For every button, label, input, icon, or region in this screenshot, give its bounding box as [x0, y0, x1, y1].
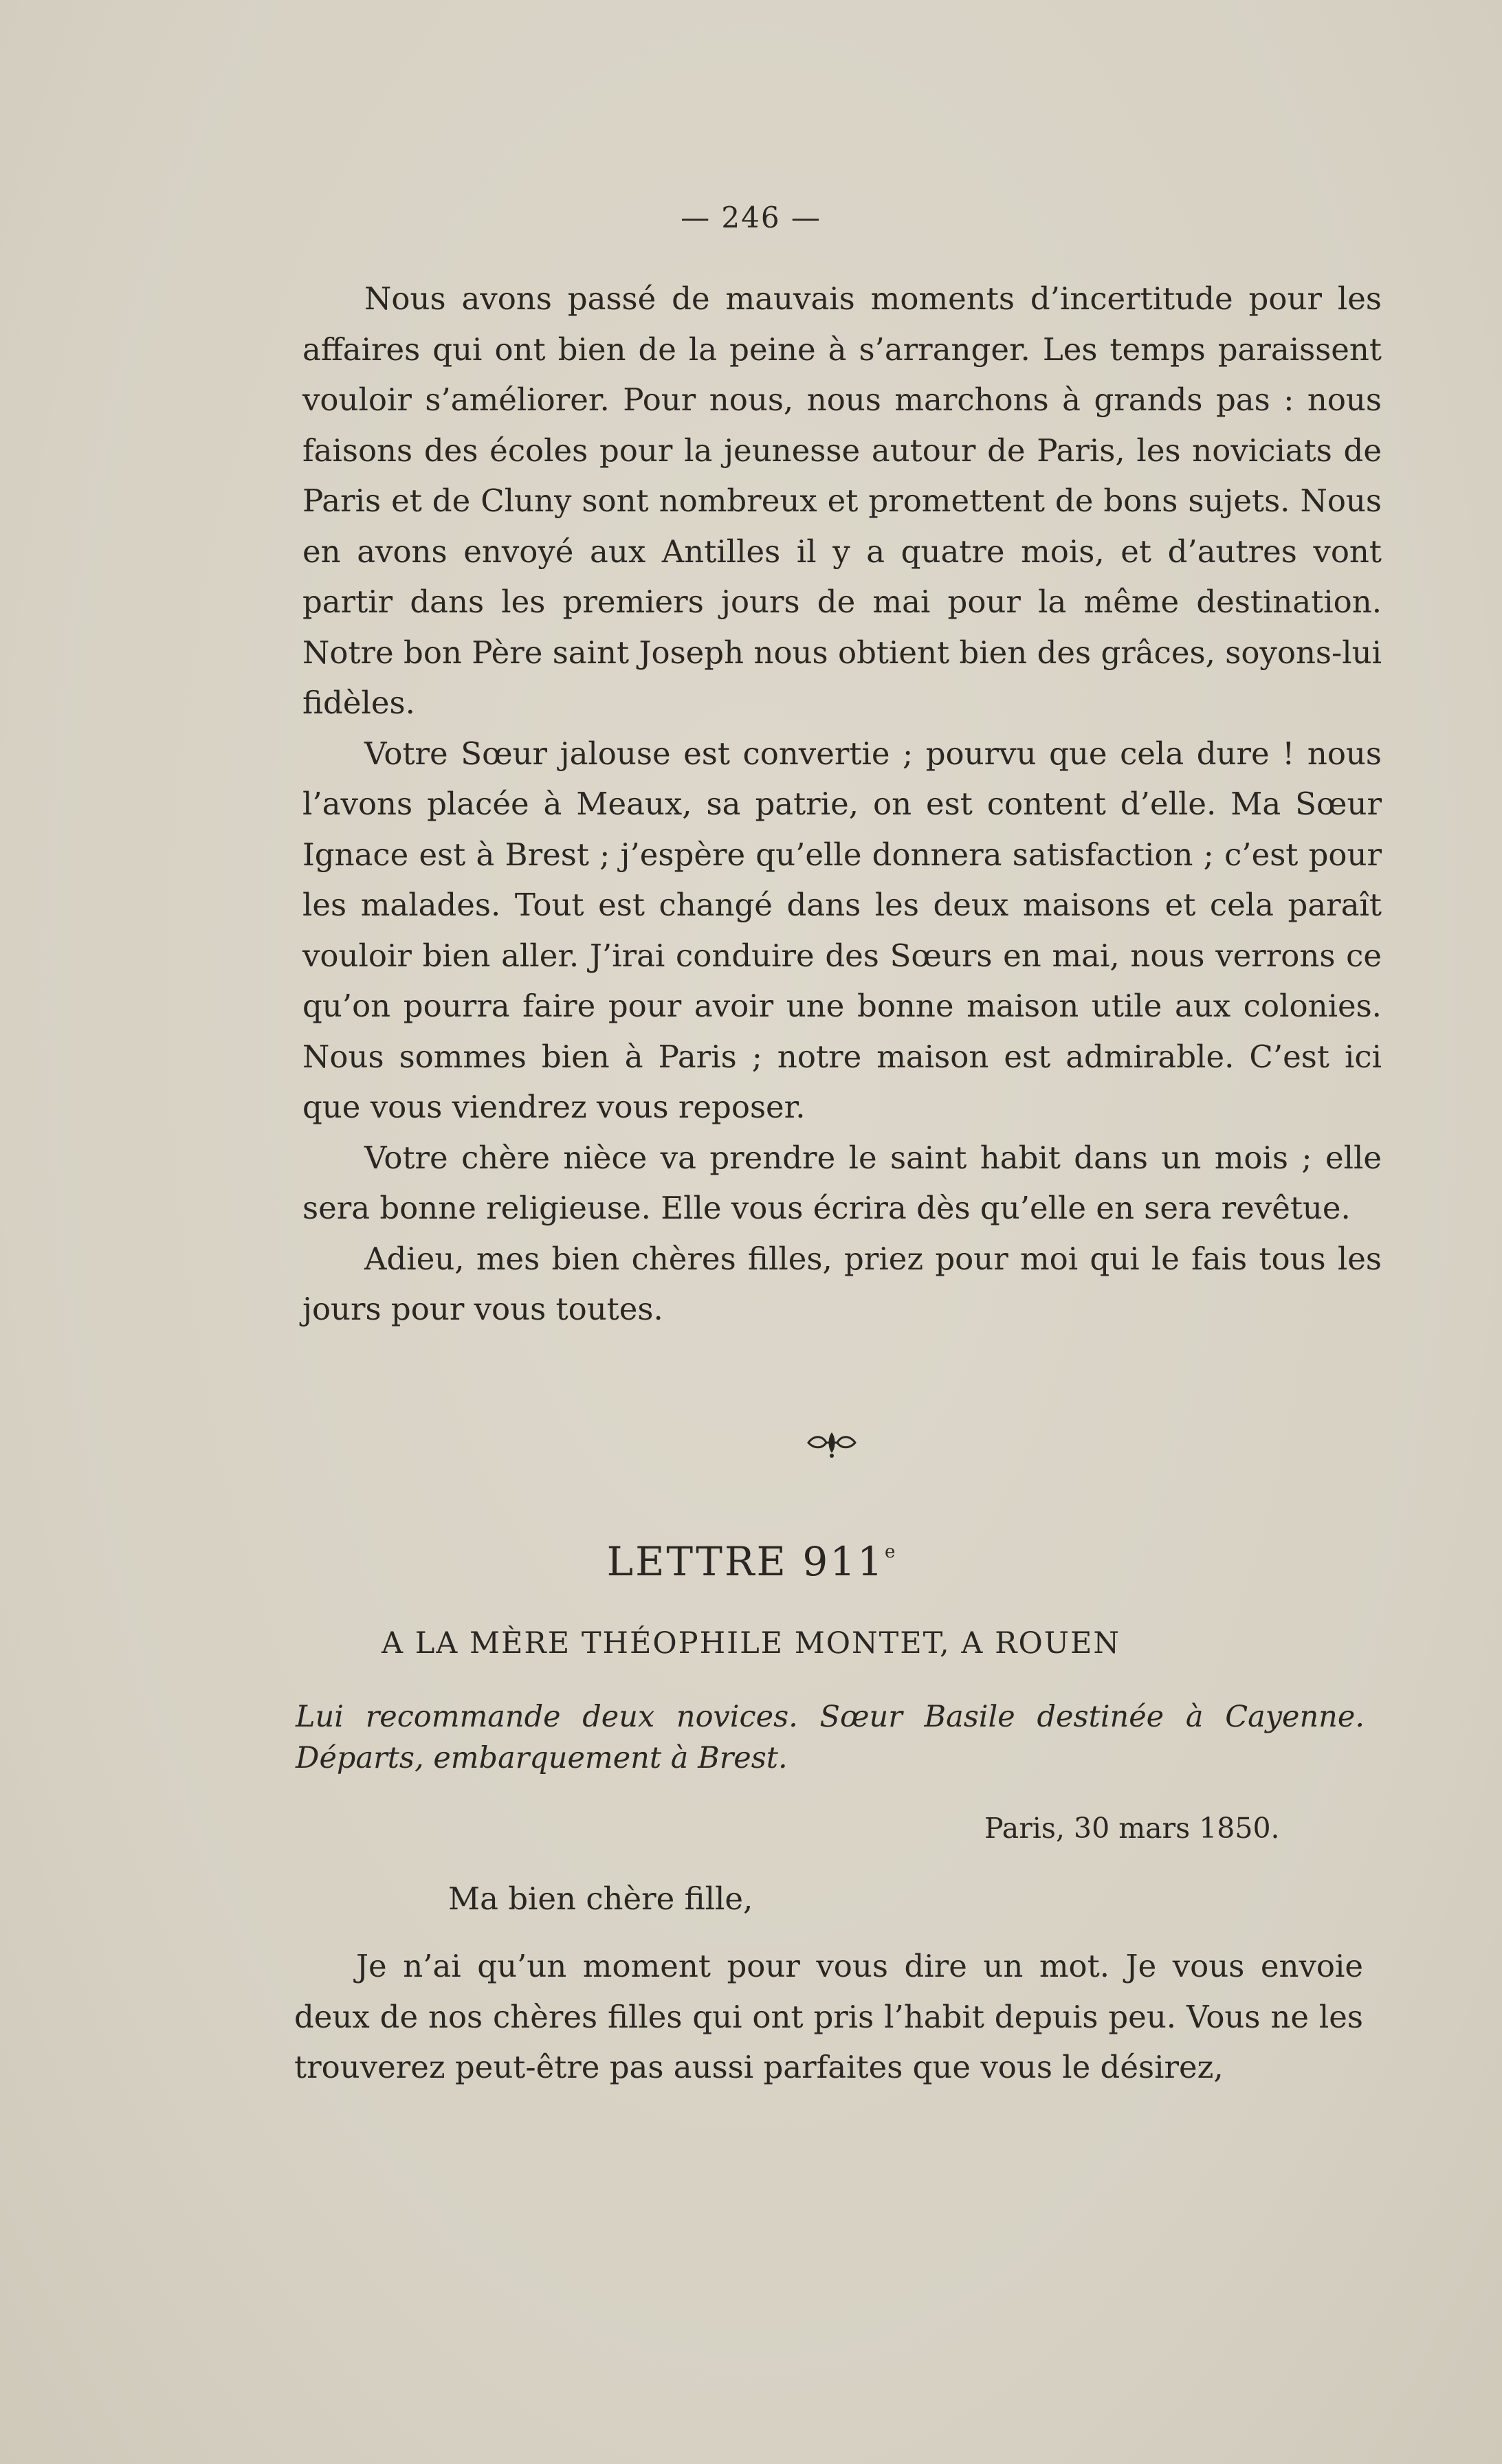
paragraph: Adieu, mes bien chères filles, priez pour moi qui le fais tous les jours pour vous toutes.	[302, 1240, 1382, 1327]
letter-title: LETTRE 911	[606, 1538, 885, 1585]
letter-summary: Lui recommande deux novices. Sœur Basile destinée à Cayenne. Départs, embarquement à Brest.	[296, 1700, 1365, 1775]
fleuron-ornament-icon	[804, 1425, 859, 1460]
letter-salutation: Ma bien chère fille,	[448, 1880, 753, 1917]
letter-title-suffix: e	[885, 1542, 896, 1562]
letter-recipient: A LA MÈRE THÉOPHILE MONTET, A ROUEN	[382, 1626, 1120, 1661]
page-number: — 246 —	[681, 201, 821, 234]
paragraph: Je n’ai qu’un moment pour vous dire un mot. Je vous envoie deux de nos chères filles qui ont pris l’habit depuis peu. Vous ne les trouverez peut-être pas aussi parfaites que vous le désirez,	[294, 1948, 1363, 2085]
paragraph: Votre Sœur jalouse est convertie ; pourvu que cela dure ! nous l’avons placée à Meaux, sa patrie, on est content d’elle. Ma Sœur Ignace est à Brest ; j’espère qu’elle donnera satisfaction ; c’est pour les malades. Tout est changé dans les deux maisons et cela paraît vouloir bien aller. J’irai conduire des Sœurs en mai, nous verrons ce qu’on pourra faire pour avoir une bonne maison utile aux colonies. Nous sommes bien à Paris ; notre maison est admirable. C’est ici que vous viendrez vous reposer.	[302, 735, 1382, 1125]
paragraph: Nous avons passé de mauvais moments d’incertitude pour les affaires qui ont bien de la peine à s’arranger. Les temps paraissent vouloir s’améliorer. Pour nous, nous marchons à grands pas : nous faisons des écoles pour la jeunesse autour de Paris, les noviciats de Paris et de Cluny sont nombreux et promettent de bons sujets. Nous en avons envoyé aux Antilles il y a quatre mois, et d’autres vont partir dans les premiers jours de mai pour la même destination. Notre bon Père saint Joseph nous obtient bien des grâces, soyons-lui fidèles.	[302, 280, 1382, 721]
letter-heading	[0, 1538, 1502, 1585]
paragraph: Votre chère nièce va prendre le saint habit dans un mois ; elle sera bonne religieuse. Elle vous écrira dès qu’elle en sera revêtue.	[302, 1139, 1382, 1226]
letter-910-body	[302, 274, 1382, 1335]
letter-911-body	[294, 1941, 1363, 2093]
letter-dateline: Paris, 30 mars 1850.	[984, 1812, 1280, 1845]
